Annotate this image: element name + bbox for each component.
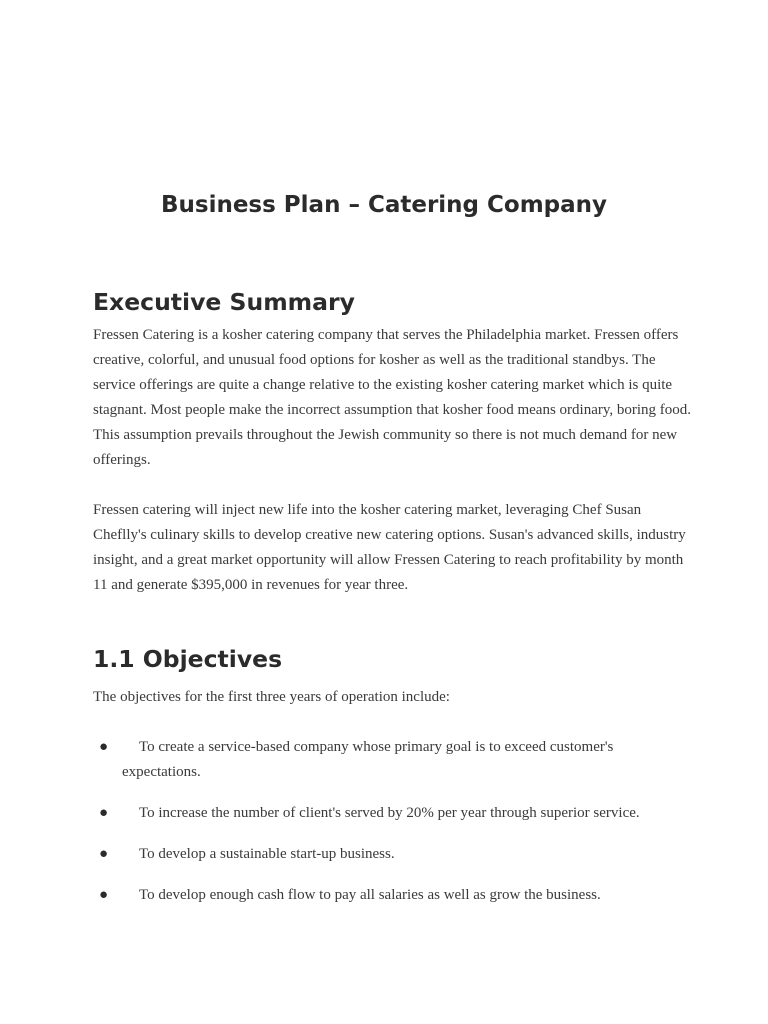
list-item [93,842,693,867]
executive-summary-paragraph-1: Fressen Catering is a kosher catering company that serves the Philadelphia market. Fressen offers creative, colorful, and unusual food options for kosher as well as the traditional standbys. The service offerings are quite a change relative to the existing kosher catering market which is quite stagnant. Most people make the incorrect assumption that kosher food means ordinary, boring food. This assumption prevails throughout the Jewish community so there is not much demand for new offerings. [93,327,692,468]
list-item [93,735,693,785]
objectives-heading: 1.1 Objectives [93,645,283,673]
bullet-icon: ● [99,887,109,903]
objective-text: To develop enough cash flow to pay all salaries as well as grow the business. [139,887,601,903]
bullet-icon: ● [99,846,109,862]
executive-summary-paragraph-2: Fressen catering will inject new life into the kosher catering market, leveraging Chef Susan Cheflly's culinary skills to develop creative new catering options. Susan's advanced skills, industry insight, and a great market opportunity will allow Fressen Catering to reach profitability by month 11 and generate $395,000 in revenues for year three. [93,502,686,593]
bullet-icon: ● [99,739,109,755]
bullet-icon: ● [99,805,109,821]
list-item [93,883,693,908]
document-title: Business Plan – Catering Company [160,192,608,218]
list-item [93,801,693,826]
objective-text: To increase the number of client's served by 20% per year through superior service. [139,805,640,821]
executive-summary-heading: Executive Summary [93,288,355,316]
objective-text: To develop a sustainable start-up business. [139,846,395,862]
objective-text: To create a service-based company whose primary goal is to exceed customer's expectations. [122,739,614,780]
objectives-list [93,735,693,924]
objectives-intro: The objectives for the first three years of operation include: [93,689,450,705]
